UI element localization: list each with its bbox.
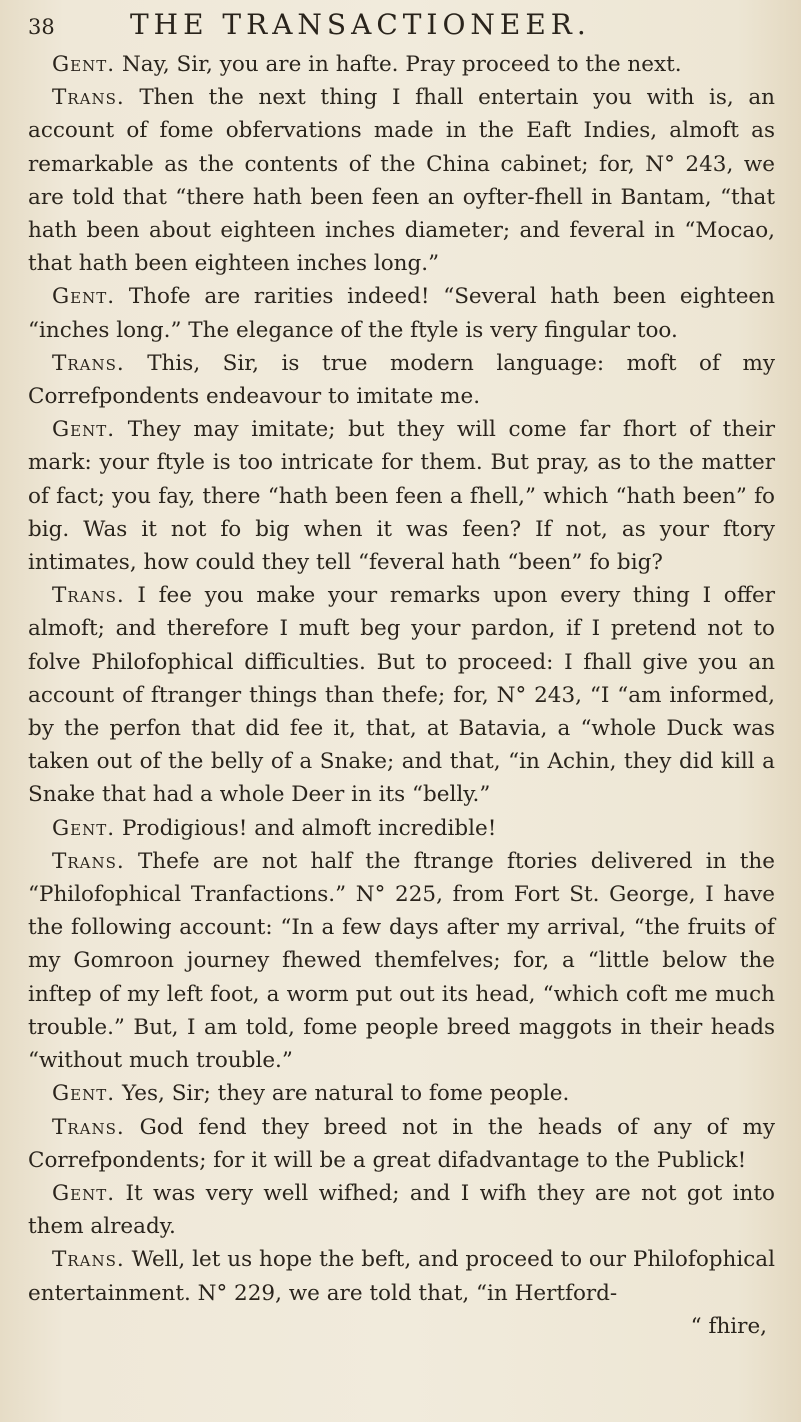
speaker-label: Gent. <box>52 1081 116 1107</box>
speaker-label: Trans. <box>52 1114 125 1140</box>
paragraph-text: I fee you make your remarks upon every thing I offer almoft; and therefore I muft beg your pardon, if I pretend not to folve Philofophical difficulties. But to proceed: I fhall give you an account of ftranger things than thefe; for, N° 243, “I “am informed, by the perfon that did fee it, that, at Batavia, a “whole Duck was taken out of the belly of a Snake; and that, “in Achin, they did kill a Snake that had a whole Deer in its “belly.” <box>28 583 775 808</box>
paragraph <box>28 579 775 811</box>
speaker-label: Trans. <box>52 85 125 111</box>
running-head <box>28 8 775 48</box>
speaker-label: Trans. <box>52 1247 125 1273</box>
paragraph <box>28 812 775 845</box>
catchword: “ fhire, <box>690 1313 767 1339</box>
paragraph-text: This, Sir, is true modern language: moft of my Correfpondents endeavour to imitate me. <box>28 350 775 410</box>
paragraph <box>28 845 775 1077</box>
paragraph-text: Thefe are not half the ftrange ftories delivered in the “Philofophical Tranfactions.” N° 225, from Fort St. George, I have the following account: “In a few days after my arrival, “the fruits of my Gomroon journey fhewed themfelves; for, a “little below the inftep of my left foot, a worm put out its head, “which coft me much trouble.” But, I am told, fome people breed maggots in their heads “without much trouble.” <box>28 848 775 1074</box>
paragraph-text: Nay, Sir, you are in hafte. Pray proceed to the next. <box>121 52 682 77</box>
paragraph-text: It was very well wifhed; and I wifh they are not got into them already. <box>28 1180 775 1240</box>
speaker-label: Gent. <box>52 52 116 77</box>
running-title: THE TRANSACTIONEER. <box>130 8 591 41</box>
paragraph <box>28 48 775 81</box>
speaker-label: Gent. <box>52 284 116 310</box>
speaker-label: Trans. <box>52 583 125 609</box>
speaker-label: Gent. <box>52 417 116 443</box>
page-number: 38 <box>28 15 55 39</box>
paragraph-text: Well, let us hope the beft, and proceed to our Philofophical entertainment. N° 229, we are told that, “in Hertford- <box>28 1247 775 1306</box>
paragraph-text: Thofe are rarities indeed! “Several hath been eighteen “inches long.” The elegance of the ftyle is very fingular too. <box>28 284 776 343</box>
speaker-label: Gent. <box>52 1180 116 1206</box>
speaker-label: Trans. <box>52 848 125 874</box>
paragraph <box>28 1111 775 1177</box>
paragraph <box>28 81 775 280</box>
speaker-label: Gent. <box>52 815 116 841</box>
paragraph <box>28 280 775 346</box>
paragraph-text: Then the next thing I fhall entertain you with is, an account of fome obfervations made in the Eaft Indies, almoft as remarkable as the contents of the China cabinet; for, N° 243, we are told that “there hath been feen an oyfter-fhell in Bantam, “that hath been about eighteen inches diameter; and feveral in “Mocao, that hath been eighteen inches long.” <box>28 85 775 277</box>
paragraph <box>28 1177 775 1243</box>
catchword-line <box>28 1310 775 1343</box>
body-text <box>28 48 775 1310</box>
paragraph-text: They may imitate; but they will come far fhort of their mark: your ftyle is too intricate for them. But pray, as to the matter of fact; you fay, there “hath been feen a fhell,” which “hath been” fo big. Was it not fo big when it was feen? If not, as your ftory intimates, how could they tell “feveral hath “been” fo big? <box>28 417 775 576</box>
paragraph-text: God fend they breed not in the heads of any of my Correfpondents; for it will be a great difadvantage to the Publick! <box>28 1114 775 1173</box>
paragraph-text: Yes, Sir; they are natural to fome people. <box>121 1081 570 1107</box>
paragraph <box>28 347 775 413</box>
paragraph-text: Prodigious! and almoft incredible! <box>121 815 497 841</box>
paragraph <box>28 413 775 579</box>
speaker-label: Trans. <box>52 350 125 376</box>
paragraph <box>28 1243 775 1309</box>
paragraph <box>28 1077 775 1110</box>
